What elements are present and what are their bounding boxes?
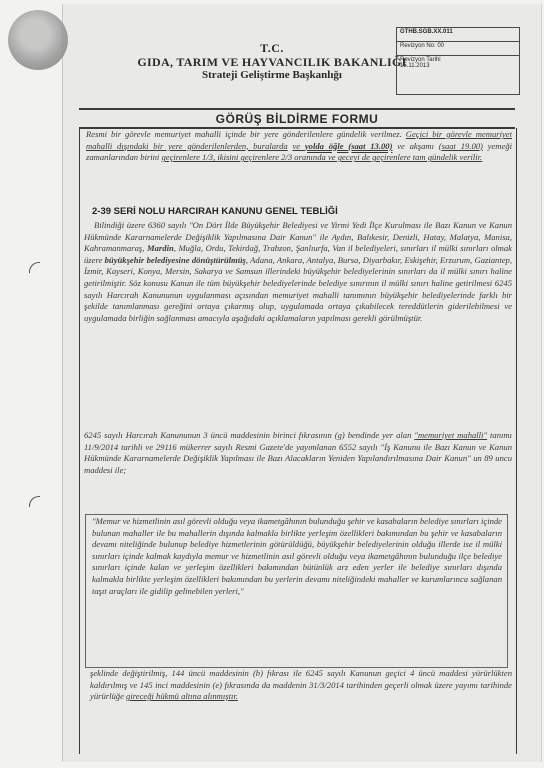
section-heading: 2-39 SERİ NOLU HARCIRAH KANUNU GENEL TEBLİĞİ: [92, 206, 338, 217]
header-ministry: GIDA, TARIM VE HAYVANCILIK BAKANLIĞI: [137, 55, 407, 69]
intro-sentence-2a: Geçici bir görevle memuriyet mahalli dışındaki bir yere gönderilenlerden, buralarda: [86, 129, 512, 151]
paragraph-2: [80, 430, 516, 476]
p2-text-c: tanımı 11/9/2014 tarihli ve 29116 mükerrer sayılı Resmi Gazete'de yayımlanan 6552 sayılı "İş Kanunu ile Bazı Kanun ve Kanun Hükmünde Kararnamelerde Değişiklik Yapılması ile Bazı Alacakların Yeniden Yapılandırılmasına Dair Kanun" un 89 uncu maddesi ile;: [84, 430, 512, 475]
p1-text-e: , Adana, Ankara, Antalya, Bursa, Diyarbakır, Eskişehir, Erzurum, Gaziantep, İzmir, Kayseri, Konya, Mersin, Sakarya ve Samsun illerindeki büyükşehir belediyelerinin sınırları da il mülki sınırı haline getirilmiştir. Söz konusu Kanun ile tüm büyükşehir belediyelerinde belediye sınırının il mülki sınırı haline getirilmesi 6245 sayılı Harcırah Kanununun uygulanması açısından memuriyet mahalli tanımının büyükşehir belediyelerinde farklı bir şekilde tanımlanması gereğini ortaya çıkarmış olup, uygulamada ortaya çıkabilecek tereddütlerin giderilebilmesi ve uygulamada birliğin sağlanması amacıyla aşağıdaki açıklamaların yapılması gerekli görülmüştür.: [84, 254, 512, 323]
binder-hole-bottom: [29, 496, 40, 507]
p2-definition-term: "memuriyet mahalli": [414, 430, 488, 440]
intro-lunch-time: yolda öğle (saat 13.00): [304, 140, 393, 151]
document-code: GTHB.SGB.XX.011: [397, 28, 519, 42]
header-department: Strateji Geliştirme Başkanlığı: [202, 69, 342, 81]
intro-sentence-2g: geçirenlere 1/3, ikisini geçirenlere 2/3 oranında ve geceyi de geçirenlere tam gündelik verilir.: [161, 152, 483, 163]
form-content: [79, 128, 517, 754]
revision-date-cell: [397, 56, 519, 94]
intro-sentence-2f: yemeği zamanlarından birini: [86, 140, 513, 163]
revision-date-label: Revizyon Tarihi: [400, 57, 441, 63]
intro-sentence-1: Resmi bir görevle memuriyet mahalli içinde bir yere gönderilenlere gündelik verilmez.: [86, 129, 402, 139]
intro-dinner-time: (saat 19.00): [438, 140, 483, 151]
revision-date: 15.11.2013: [400, 63, 430, 69]
paragraph-3: [80, 668, 516, 703]
intro-sentence-2b: ve: [292, 140, 305, 151]
p1-mardin: Mardin: [146, 243, 174, 254]
document-info-box: [396, 27, 520, 95]
form-title: GÖRÜŞ BİLDİRME FORMU: [215, 112, 379, 126]
p1-text-a: Bilindiği üzere 6360 sayılı "On Dört İlde Büyükşehir Belediyesi ve Yirmi Yedi İlçe Kurulması ile Bazı Kanun ve Kanun Hükmünde Kararnamelerde Değişiklik Yapılmasına Dair Kanun" ile Aydın, Balıkesir, Denizli, Hatay, Malatya, Manisa, Kahramanmaraş,: [84, 220, 512, 254]
p3-text-b: gireceği hükmü altına alınmıştır.: [126, 691, 238, 702]
binder-hole-top: [29, 262, 40, 273]
intro-paragraph: [80, 129, 516, 164]
quoted-definition: "Memur ve hizmetlinin asıl görevli olduğu veya ikametgâhının bulunduğu şehir ve kasabaların belediye sınırları içinde bulunan mahaller ile bu mahallerin dışında kalmakla birlikte yerleşim özellikleri bakımından bu şehir ve kasabaların devamı niteliğinde bulunup belediye hizmetlerinin götürüldüğü, büyükşehir belediyelerinin olduğu illerde ise il mülki sınırları içinde kalmak kaydıyla memur ve hizmetlinin asıl görevli olduğu veya ikametgâhının bulunduğu ilçe belediye sınırları içinde kalan ve yerleşim özellikleri bakımından bütünlük arz eden yerler ile belediye sınırları dışında kalmakla birlikte yerleşim özellikleri bakımından bu yerlerin devamı niteliğindeki mahaller ve kurumlarınca sağlanan taşıt araçları ile gidilip gelinebilen yerleri,": [92, 516, 502, 596]
p3-text-a: şeklinde değiştirilmiş, 144 üncü maddesinin (b) fıkrası ile 6245 sayılı Kanunun geçici 4 üncü maddesi yürürlükten kaldırılmış ve 145 inci maddesinin (e) fıkrasında da maddenin 31/3/2014 tarihinden geçerli olmak üzere yayımı tarihinde yürürlüğe: [90, 668, 512, 702]
p2-text-a: 6245 sayılı Harcırah Kanununun 3 üncü maddesinin birinci fıkrasının (g) bendinde yer alan: [84, 430, 415, 440]
paragraph-1: [80, 220, 516, 324]
p1-text-c: , Muğla, Ordu, Tekirdağ, Trabzon, Şanlıurfa, Van il belediyeleri, sınırları il mülki sınırları olmak üzere: [84, 243, 512, 265]
revision-number: Revizyon No: 00: [397, 42, 519, 56]
p1-metropolitan: büyükşehir belediyesine dönüştürülmüş: [104, 254, 246, 265]
form-title-rule-top: [79, 108, 515, 110]
header-tc: T.C.: [260, 41, 284, 55]
intro-sentence-2d: ve akşamı: [392, 140, 439, 151]
